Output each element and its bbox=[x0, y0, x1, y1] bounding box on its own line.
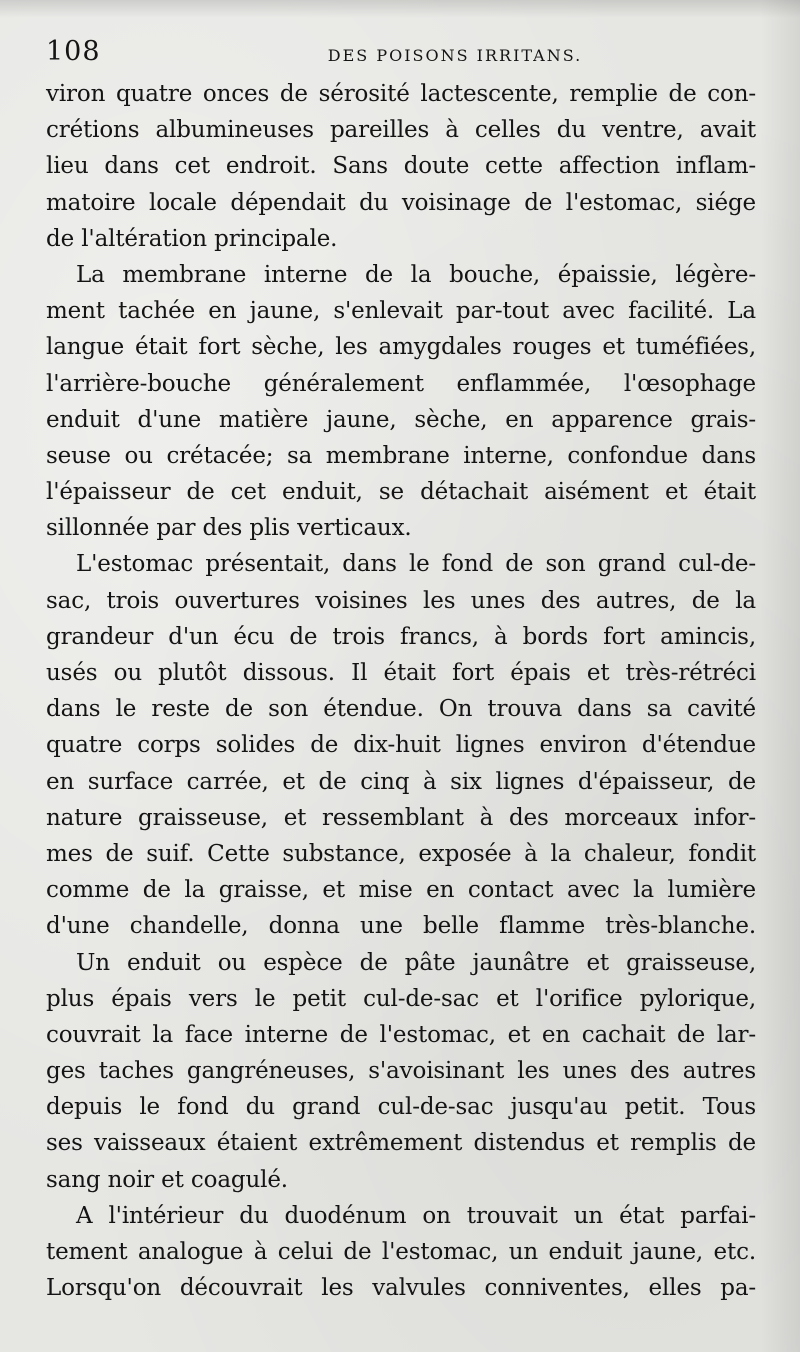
page-top-shadow bbox=[0, 0, 800, 18]
text-line: l'arrière-bouche généralement enflammée, l'œsophage bbox=[46, 370, 756, 397]
text-line: crétions albumineuses pareilles à celles du ventre, avait bbox=[46, 117, 756, 144]
text-line: Lorsqu'on découvrait les valvules conniventes, elles pa- bbox=[46, 1275, 756, 1302]
text-line: sillonnée par des plis verticaux. bbox=[46, 515, 412, 542]
text-line: couvrait la face interne de l'estomac, et en cachait de lar- bbox=[46, 1021, 756, 1048]
text-line: depuis le fond du grand cul-de-sac jusqu'au petit. Tous bbox=[46, 1094, 756, 1121]
text-line: langue était fort sèche, les amygdales rouges et tuméfiées, bbox=[46, 334, 756, 361]
paragraph-start-line: La membrane interne de la bouche, épaissie, légère- bbox=[76, 261, 756, 288]
text-line: lieu dans cet endroit. Sans doute cette affection inflam- bbox=[46, 153, 756, 180]
text-line: sang noir et coagulé. bbox=[46, 1166, 288, 1193]
page-edge-shadow bbox=[760, 0, 800, 1352]
paragraph-start-line: Un enduit ou espèce de pâte jaunâtre et graisseuse, bbox=[76, 949, 756, 976]
text-line: enduit d'une matière jaune, sèche, en apparence grais- bbox=[46, 406, 756, 433]
text-line: ment tachée en jaune, s'enlevait par-tout avec facilité. La bbox=[46, 298, 756, 325]
text-line: viron quatre onces de sérosité lactescente, remplie de con- bbox=[46, 81, 756, 107]
text-line: comme de la graisse, et mise en contact avec la lumière bbox=[46, 877, 756, 904]
text-line: tement analogue à celui de l'estomac, un enduit jaune, etc. bbox=[46, 1239, 756, 1265]
paragraph-start-line: L'estomac présentait, dans le fond de son grand cul-de- bbox=[76, 551, 756, 578]
text-line: ges taches gangréneuses, s'avoisinant les unes des autres bbox=[46, 1058, 756, 1085]
text-line: l'épaisseur de cet enduit, se détachait aisément et était bbox=[46, 479, 756, 506]
text-line: ses vaisseaux étaient extrêmement distendus et remplis de bbox=[46, 1130, 756, 1157]
text-line: en surface carrée, et de cinq à six lignes d'épaisseur, de bbox=[46, 768, 756, 795]
text-line: quatre corps solides de dix-huit lignes environ d'étendue bbox=[46, 732, 756, 759]
text-line: d'une chandelle, donna une belle flamme très-blanche. bbox=[46, 913, 756, 940]
body-text bbox=[46, 76, 756, 1306]
text-line: nature graisseuse, et ressemblant à des morceaux infor- bbox=[46, 804, 756, 831]
text-line: seuse ou crétacée; sa membrane interne, confondue dans bbox=[46, 442, 756, 469]
text-line: grandeur d'un écu de trois francs, à bords fort amincis, bbox=[46, 623, 756, 650]
text-line: dans le reste de son étendue. On trouva dans sa cavité bbox=[46, 696, 756, 723]
text-line: mes de suif. Cette substance, exposée à la chaleur, fondit bbox=[46, 840, 756, 867]
page-header bbox=[46, 32, 754, 72]
text-line: matoire locale dépendait du voisinage de l'estomac, siége bbox=[46, 189, 756, 216]
text-line: plus épais vers le petit cul-de-sac et l'orifice pylorique, bbox=[46, 985, 756, 1012]
running-head: DES POISONS IRRITANS. bbox=[327, 46, 583, 65]
text-line: de l'altération principale. bbox=[46, 225, 338, 252]
text-line: usés ou plutôt dissous. Il était fort épais et très-rétréci bbox=[46, 660, 756, 686]
text-line: sac, trois ouvertures voisines les unes des autres, de la bbox=[46, 587, 756, 614]
page-number: 108 bbox=[46, 36, 101, 67]
paragraph-start-line: A l'intérieur du duodénum on trouvait un état parfai- bbox=[76, 1202, 756, 1229]
